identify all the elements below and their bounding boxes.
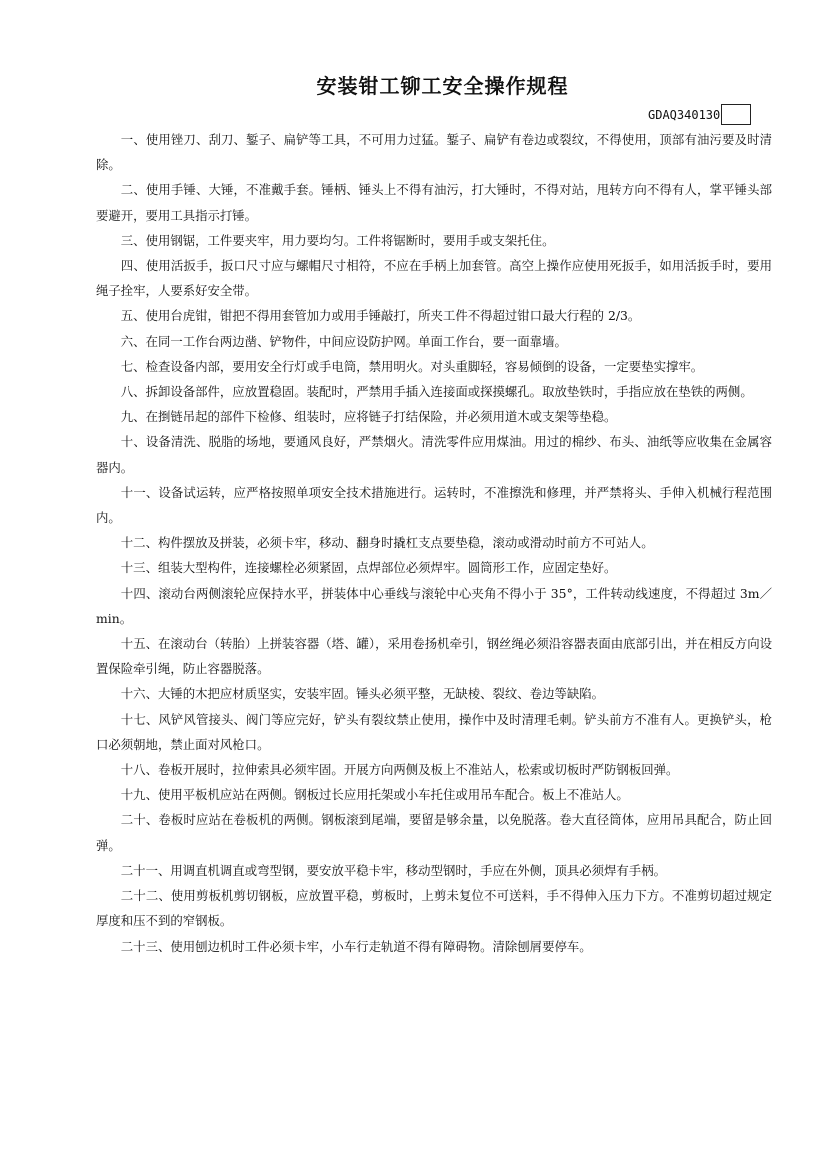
rule-paragraph: 十八、卷板开展时，拉伸索具必须牢固。开展方向两侧及板上不准站人，松索或切板时严防钢板回弹。 bbox=[120, 762, 679, 778]
rule-paragraph: 十六、大锤的木把应材质坚实，安装牢固。锤头必须平整，无缺棱、裂纹、卷边等缺陷。 bbox=[120, 686, 605, 702]
rule-paragraph: 二十、卷板时应站在卷板机的两侧。钢板滚到尾端，要留是够余量，以免脱落。卷大直径筒体，应用吊具配合，防止回弹。 bbox=[96, 812, 772, 853]
rule-paragraph: 二十二、使用剪板机剪切钢板，应放置平稳，剪板时，上剪未复位不可送料，手不得伸入压力下方。不准剪切超过规定厚度和压不到的窄钢板。 bbox=[96, 888, 772, 929]
rule-paragraph: 十七、风铲风管接头、阀门等应完好，铲头有裂纹禁止使用，操作中及时清理毛刺。铲头前方不准有人。更换铲头，枪口必须朝地，禁止面对风枪口。 bbox=[96, 711, 772, 752]
rule-paragraph: 二十三、使用刨边机时工件必须卡牢，小车行走轨道不得有障碍物。清除刨屑要停车。 bbox=[120, 938, 592, 954]
rule-paragraph: 十五、在滚动台（转胎）上拼装容器（塔、罐），采用卷扬机牵引，钢丝绳必须沿容器表面由底部引出，并在相反方向设置保险牵引绳，防止容器脱落。 bbox=[96, 636, 772, 677]
rule-paragraph: 二、使用手锤、大锤，不准戴手套。锤柄、锤头上不得有油污，打大锤时，不得对站，甩转方向不得有人，掌平锤头部要避开，要用工具指示打锤。 bbox=[96, 182, 772, 223]
rule-paragraph: 一、使用锉刀、刮刀、錾子、扁铲等工具，不可用力过猛。錾子、扁铲有卷边或裂纹，不得使用，顶部有油污要及时清除。 bbox=[96, 132, 772, 173]
rule-paragraph: 十九、使用平板机应站在两侧。钢板过长应用托架或小车托住或用吊车配合。板上不准站人。 bbox=[120, 787, 629, 803]
document-title: 安装钳工铆工安全操作规程 bbox=[316, 74, 569, 98]
rule-paragraph: 十四、滚动台两侧滚轮应保持水平，拼装体中心垂线与滚轮中心夹角不得小于 35°，工件转动线速度，不得超过 3m／min。 bbox=[96, 585, 772, 626]
document-body bbox=[96, 127, 772, 959]
rule-paragraph: 七、检查设备内部，要用安全行灯或手电筒，禁用明火。对头重脚轻，容易倾倒的设备，一定要垫实撑牢。 bbox=[120, 358, 704, 374]
rule-paragraph: 十三、组装大型构件，连接螺栓必须紧固，点焊部位必须焊牢。圆筒形工作，应固定垫好。 bbox=[120, 560, 617, 576]
rule-paragraph: 十二、构件摆放及拼装，必须卡牢，移动、翻身时撬杠支点要垫稳，滚动或滑动时前方不可站人。 bbox=[120, 535, 654, 551]
rule-paragraph: 五、使用台虎钳，钳把不得用套管加力或用手锤敲打，所夹工件不得超过钳口最大行程的 2/3。 bbox=[120, 308, 641, 324]
document-code: GDAQ340130 bbox=[648, 107, 721, 122]
rule-paragraph: 九、在捯链吊起的部件下检修、组装时，应将链子打结保险，并必须用道木或支架等垫稳。 bbox=[120, 409, 617, 425]
rule-paragraph: 八、拆卸设备部件，应放置稳固。装配时，严禁用手插入连接面或探摸螺孔。取放垫铁时，手指应放在垫铁的两侧。 bbox=[120, 384, 753, 400]
document-code-row bbox=[648, 104, 751, 125]
rule-paragraph: 三、使用钢锯，工件要夹牢，用力要均匀。工件将锯断时，要用手或支架托住。 bbox=[120, 232, 555, 248]
code-box bbox=[721, 104, 751, 125]
rule-paragraph: 十一、设备试运转，应严格按照单项安全技术措施进行。运转时，不准擦洗和修理，并严禁将头、手伸入机械行程范围内。 bbox=[96, 484, 772, 526]
rule-paragraph: 十、设备清洗、脱脂的场地，要通风良好，严禁烟火。清洗零件应用煤油。用过的棉纱、布头、油纸等应收集在金属容器内。 bbox=[96, 434, 772, 475]
rule-paragraph: 二十一、用调直机调直或弯型钢，要安放平稳卡牢，移动型钢时，手应在外侧，顶具必须焊有手柄。 bbox=[120, 862, 666, 878]
rule-paragraph: 六、在同一工作台两边凿、铲物件，中间应设防护网。单面工作台，要一面靠墙。 bbox=[120, 333, 567, 349]
rule-paragraph: 四、使用活扳手，扳口尺寸应与螺帽尺寸相符，不应在手柄上加套管。高空上操作应使用死扳手，如用活扳手时，要用绳子拴牢，人要系好安全带。 bbox=[96, 258, 772, 299]
